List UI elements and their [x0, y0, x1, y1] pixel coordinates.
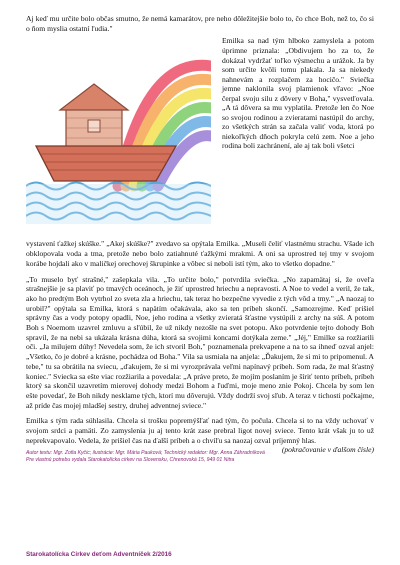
noah-ark-rainbow-illustration: [26, 36, 211, 226]
side-paragraph: Emilka sa nad tým hlboko zamyslela a potom úprimne priznala: „Obdivujem ho za to, že dokázal vydržať toľko výsmechu a urážok. Ja by som určite kvôli tomu plakala. Ja sa niekedy nahnevám a rozplačem za hocičo." Sviečka jemne naklonila svoj plamienok vľavo: „Noe čerpal svoju silu z dôvery v Boha," vysvetľovala. „A tá dôvera sa mu vyplatila. Pretože len čo Noe so svojou rodinou a zvieratami nastúpil do archy, zo všetkých strán sa začala valiť voda, ktorá po niekoľkých dňoch pokryla celú zem. Noe a jeho rodina boli zachránení, ale aj tak boli všetci: [222, 36, 374, 151]
credits-publisher: Pre vlastnú potrebu vydala Starokatolícka cirkev na Slovensku, Chrenovská 15, 949 01 Nitra: [26, 456, 235, 463]
full-paragraph: vystavení ťažkej skúške." „Akej skúške?" zvedavo sa opýtala Emilka. „Museli čeliť vlastnému strachu. Všade ich obklopovala voda a tma, pretože nebo bolo zatiahnuté ťažkými mrakmi. A oni sa uprostred tej tmy v svojom korábe hojdali ako v maličkej orechovej škrupinke a vôbec si neboli istí tým, ako to všetko dopadne.": [26, 239, 374, 268]
page-footer: Starokatolícka Cirkev deťom Adventníček 2/2016: [26, 551, 172, 558]
side-text: [222, 36, 374, 151]
intro-paragraph: Aj keď mu určite bolo občas smutno, že nemá kamarátov, pre neho dôležitejšie bolo to, čo chce Boh, než to, čo si o ňom myslia ostatní ľudia.": [26, 14, 374, 33]
story-paragraph-3-text: Emilka s tým rada súhlasila. Chcela si trošku popremýšľať nad tým, čo počula. Chcela si to na vždy uchovať v svojom srdci a pamäti. Zo zamyslenia ju aj tento krát zase prebral ligot novej sviece. Tento krát však ju to už neprekvapovalo. Vedela, že prišiel čas na ďalší príbeh a o chvíľu sa naozaj ozval príjemný hlas.: [26, 416, 374, 445]
illustration-row: [26, 36, 374, 239]
story-paragraph-2: „To muselo byť strašné," zašepkala vila. „To určite bolo," potvrdila sviečka. „No zapamätaj si, že oveľa strašnejšie je sa plaviť po tmavých oceánoch, je žiť uprostred hriechu a nepravosti. A Noe to vedel a veril, že tak, ako ho predtým Boh vytrhol zo sveta zla a hriechu, tak teraz ho bezpečne vyvedie z tých vôd a tmy." „A naozaj to urobil?" opýtala sa Emilka, ktorá s napätím očakávala, ako sa ten príbeh skončí. „Samozrejme. Keď prišiel správny čas a vody potopy opadli, Noe, jeho rodina a všetky zvieratá šťastne vystúpili z archy na súš. A potom Boh s Noemom uzavrel zmluvu a sľúbil, že už nikdy nezošle na svet potopu. Ako potvrdenie tejto dohody Boh spravil, že na nebi sa ukázala krásna dúha, ktorá sa svojimi koncami dotýkala zeme." „Jéj," Emilke sa rozžiarili oči. „Ja milujem dúhy! Nevedela som, že ich stvoril Boh," poznamenala prekvapene a na to sa ihneď ozval anjel: „Všetko, čo je dobré a krásne, pochádza od Boha." Vila sa usmiala na anjela: „Ďakujem, že si mi to pripomenul. A tebe," tu sa obrátila na sviecu, „ďakujem, že si mi vyrozprávala veľmi napínavý príbeh. Som rada, že mal šťastný koniec." Sviecka sa ešte viac rozžiarila a povedala: „A práve preto, že mojím poslaním je šíriť tento príbeh, príbeh ktorý sa skončil uzavretím mierovej dohody medzi Bohom a ľuďmi, moje meno znie Pokoj. Chcela by som len ešte povedať, že Boh nikdy nesklame tých, ktorí mu dôverujú. Vždy dodrží svoj sľub. A teraz v tichosti počkajme, až príde čas mojej mladšej sestry, druhej adventnej sviece.": [26, 274, 374, 410]
continuation-note: (pokračovanie v ďalšom čísle): [281, 445, 374, 455]
credits-authors: Autor textu: Mgr. Zofia Kyčic; ilustrácie: Mgr. Mária Pauková; Technický redaktor: Mgr. Anna Záhradníková: [26, 450, 265, 457]
